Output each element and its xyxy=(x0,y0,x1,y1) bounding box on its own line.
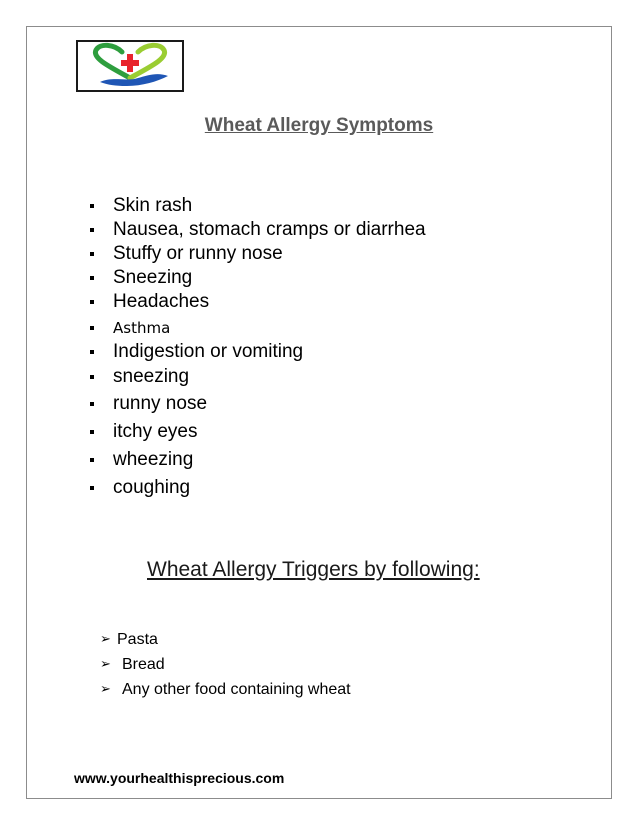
footer-url: www.yourhealthisprecious.com xyxy=(74,770,285,786)
square-bullet-icon xyxy=(90,430,94,434)
list-item-label: Pasta xyxy=(117,631,158,648)
list-item-label: runny nose xyxy=(113,393,208,414)
list-item-label: Any other food containing wheat xyxy=(122,681,351,698)
list-item-label: itchy eyes xyxy=(113,421,198,442)
square-bullet-icon xyxy=(90,252,94,256)
square-bullet-icon xyxy=(90,204,94,208)
square-bullet-icon xyxy=(90,458,94,462)
list-item-label: sneezing xyxy=(113,366,190,387)
list-item-label: Nausea, stomach cramps or diarrhea xyxy=(113,219,426,240)
section-title-triggers: Wheat Allergy Triggers by following: xyxy=(147,558,480,581)
square-bullet-icon xyxy=(90,326,94,330)
square-bullet-icon xyxy=(90,350,94,354)
list-item-label: Indigestion or vomiting xyxy=(113,341,304,362)
list-item-label: Asthma xyxy=(113,319,171,337)
list-item-label: wheezing xyxy=(113,449,194,470)
list-item-label: Skin rash xyxy=(113,195,193,216)
section-title-symptoms: Wheat Allergy Symptoms xyxy=(204,115,434,136)
arrow-bullet-icon: ➢ xyxy=(100,682,111,697)
square-bullet-icon xyxy=(90,228,94,232)
square-bullet-icon xyxy=(90,402,94,406)
square-bullet-icon xyxy=(90,486,94,490)
arrow-bullet-icon: ➢ xyxy=(100,632,111,647)
square-bullet-icon xyxy=(90,375,94,379)
list-item-label: Sneezing xyxy=(113,267,193,288)
list-item-label: Stuffy or runny nose xyxy=(113,243,283,264)
list-item-label: Headaches xyxy=(113,291,210,312)
list-item-label: coughing xyxy=(113,477,191,498)
square-bullet-icon xyxy=(90,276,94,280)
list-item-label: Bread xyxy=(122,656,165,673)
square-bullet-icon xyxy=(90,300,94,304)
arrow-bullet-icon: ➢ xyxy=(100,657,111,672)
heart-logo-icon xyxy=(76,40,184,92)
